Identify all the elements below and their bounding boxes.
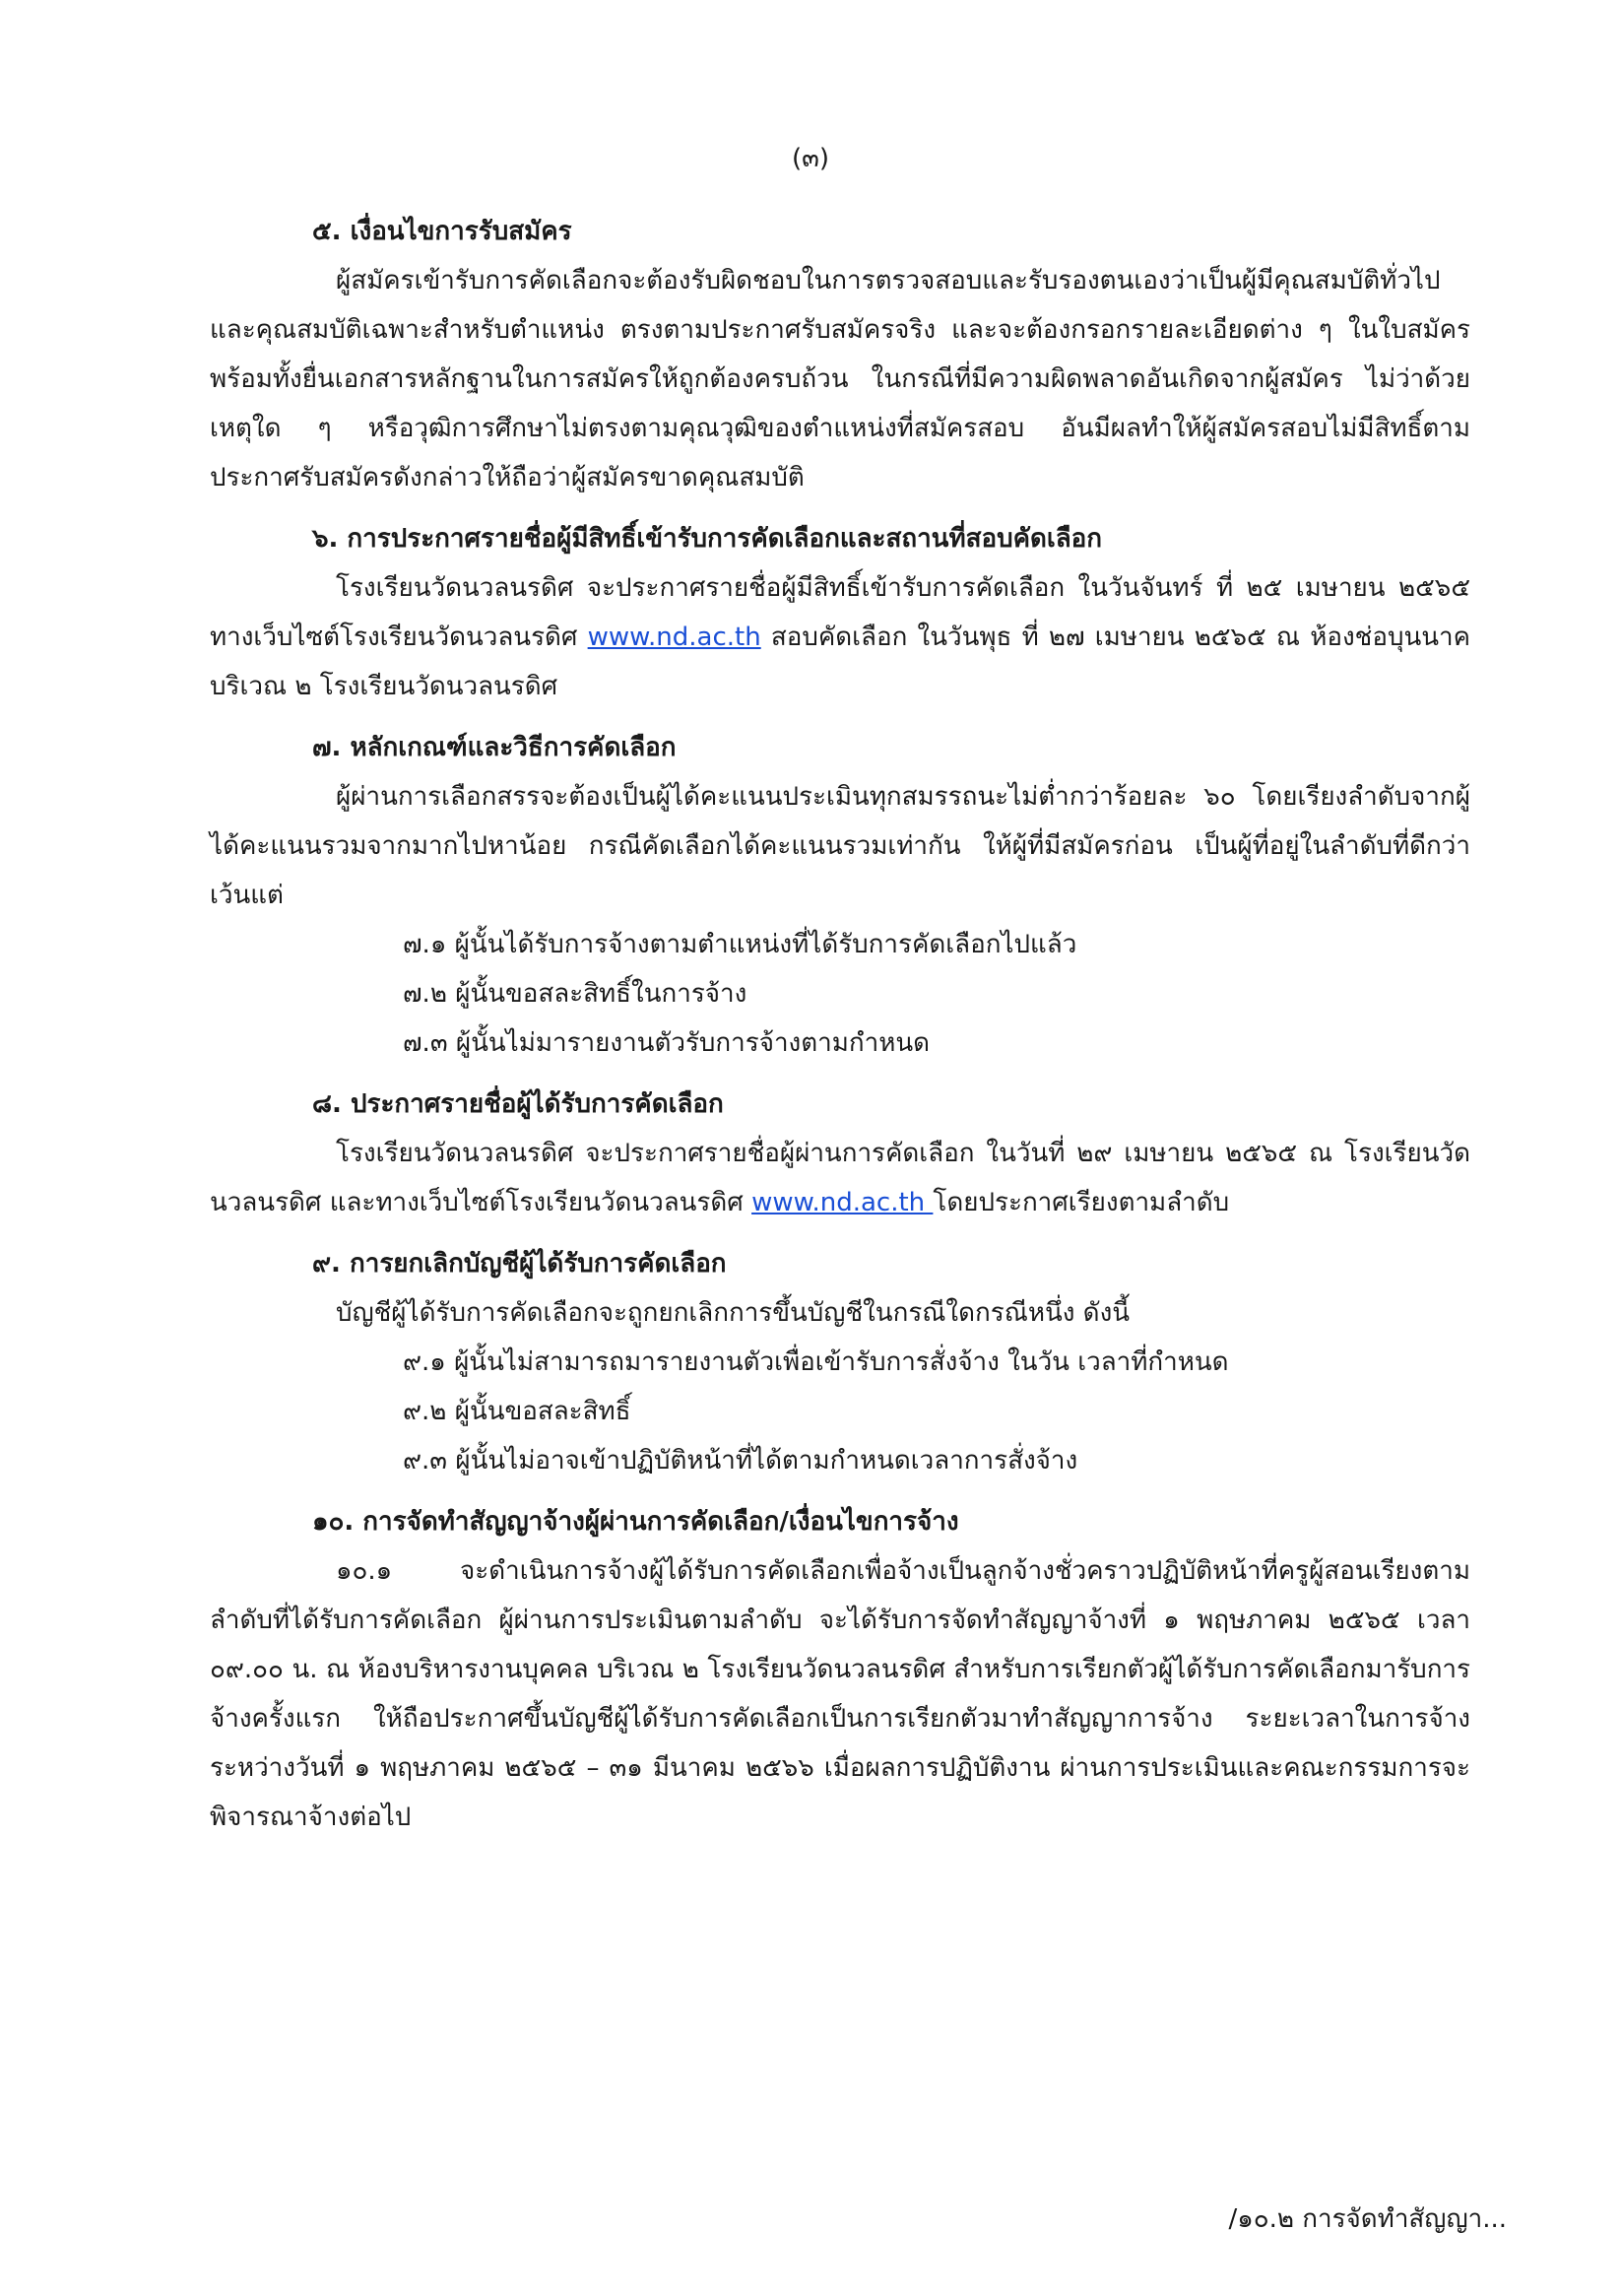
section-5-body: ผู้สมัครเข้ารับการคัดเลือกจะต้องรับผิดชอบในการตรวจสอบและรับรองตนเองว่าเป็นผู้มีคุณสมบัติทั่วไป และคุณสมบัติเฉพาะสำหรับตำแหน่ง ตรงตามประกาศรับสมัครจริง และจะต้องกรอกรายละเอียดต่าง ๆ ในใบสมัคร พร้อมทั้งยื่นเอกสารหลักฐานในการสมัครให้ถูกต้องครบถ้วน ในกรณีที่มีความผิดพลาดอันเกิดจากผู้สมัคร ไม่ว่าด้วยเหตุใด ๆ หรือวุฒิการศึกษาไม่ตรงตามคุณวุฒิของตำแหน่งที่สมัครสอบ อันมีผลทำให้ผู้สมัครสอบไม่มีสิทธิ์ตามประกาศรับสมัครดังกล่าวให้ถือว่าผู้สมัครขาดคุณสมบัติ <box>210 266 1470 492</box>
section-6-body-text: โรงเรียนวัดนวลนรดิศ จะประกาศรายชื่อผู้มีสิทธิ์เข้ารับการคัดเลือก ในวันจันทร์ ที่ ๒๕ เมษายน ๒๕๖๕ ทางเว็บไซต์โรงเรียนวัดนวลนรดิศ <box>210 573 1470 652</box>
section-9 <box>210 1239 1470 1485</box>
section-7-item: ๗.๓ ผู้นั้นไม่มารายงานตัวรับการจ้างตามกำหนด <box>403 1028 931 1058</box>
section-5-heading: ๕. เงื่อนไขการรับสมัคร <box>312 217 572 246</box>
school-website-link[interactable]: www.nd.ac.th <box>587 623 761 652</box>
section-10 <box>210 1497 1470 1842</box>
section-7-heading: ๗. หลักเกณฑ์และวิธีการคัดเลือก <box>312 733 677 762</box>
section-9-item: ๙.๒ ผู้นั้นขอสละสิทธิ์ <box>403 1397 631 1426</box>
section-7 <box>210 723 1470 1068</box>
section-5 <box>210 207 1470 502</box>
section-9-body: บัญชีผู้ได้รับการคัดเลือกจะถูกยกเลิกการขึ้นบัญชีในกรณีใดกรณีหนึ่ง ดังนี้ <box>336 1298 1131 1328</box>
section-8-body <box>210 1129 1470 1227</box>
section-8-body-text: โรงเรียนวัดนวลนรดิศ จะประกาศรายชื่อผู้ผ่านการคัดเลือก ในวันที่ ๒๙ เมษายน ๒๕๖๕ ณ โรงเรียนวัดนวลนรดิศ และทางเว็บไซต์โรงเรียนวัดนวลนรดิศ <box>210 1139 1470 1217</box>
section-6 <box>210 514 1470 711</box>
section-8-heading: ๘. ประกาศรายชื่อผู้ได้รับการคัดเลือก <box>312 1089 724 1119</box>
section-10-body: ๑๐.๑ จะดำเนินการจ้างผู้ได้รับการคัดเลือกเพื่อจ้างเป็นลูกจ้างชั่วคราวปฏิบัติหน้าที่ครูผู้สอนเรียงตามลำดับที่ได้รับการคัดเลือก ผู้ผ่านการประเมินตามลำดับ จะได้รับการจัดทำสัญญาจ้างที่ ๑ พฤษภาคม ๒๕๖๕ เวลา ๐๙.๐๐ น. ณ ห้องบริหารงานบุคคล บริเวณ ๒ โรงเรียนวัดนวลนรดิศ สำหรับการเรียกตัวผู้ได้รับการคัดเลือกมารับการจ้างครั้งแรก ให้ถือประกาศขึ้นบัญชีผู้ได้รับการคัดเลือกเป็นการเรียกตัวมาทำสัญญาการจ้าง ระยะเวลาในการจ้าง ระหว่างวันที่ ๑ พฤษภาคม ๒๕๖๕ – ๓๑ มีนาคม ๒๕๖๖ เมื่อผลการปฏิบัติงาน ผ่านการประเมินและคณะกรรมการจะพิจารณาจ้างต่อไป <box>210 1556 1470 1832</box>
page-number: (๓) <box>791 144 830 173</box>
section-6-heading: ๖. การประกาศรายชื่อผู้มีสิทธิ์เข้ารับการคัดเลือกและสถานที่สอบคัดเลือก <box>312 524 1103 554</box>
document-body <box>210 207 1470 1854</box>
section-7-item: ๗.๑ ผู้นั้นได้รับการจ้างตามตำแหน่งที่ได้รับการคัดเลือกไปแล้ว <box>403 930 1077 959</box>
section-8-body-text-continued: โดยประกาศเรียงตามลำดับ <box>933 1188 1230 1217</box>
school-website-link[interactable]: www.nd.ac.th <box>751 1188 934 1217</box>
section-9-item: ๙.๑ ผู้นั้นไม่สามารถมารายงานตัวเพื่อเข้ารับการสั่งจ้าง ในวัน เวลาที่กำหนด <box>403 1347 1229 1377</box>
section-9-item: ๙.๓ ผู้นั้นไม่อาจเข้าปฏิบัติหน้าที่ได้ตามกำหนดเวลาการสั่งจ้าง <box>403 1446 1078 1476</box>
section-10-heading: ๑๐. การจัดทำสัญญาจ้างผู้ผ่านการคัดเลือก/เงื่อนไขการจ้าง <box>312 1507 959 1537</box>
section-8 <box>210 1080 1470 1227</box>
section-6-body <box>210 563 1470 711</box>
section-6-body-text-continued: สอบคัดเลือก ในวันพุธ ที่ ๒๗ เมษายน ๒๕๖๕ ณ ห้องช่อบุนนาค บริเวณ ๒ โรงเรียนวัดนวลนรดิศ <box>210 623 1470 701</box>
section-7-body: ผู้ผ่านการเลือกสรรจะต้องเป็นผู้ได้คะแนนประเมินทุกสมรรถนะไม่ต่ำกว่าร้อยละ ๖๐ โดยเรียงลำดับจากผู้ได้คะแนนรวมจากมากไปหาน้อย กรณีคัดเลือกได้คะแนนรวมเท่ากัน ให้ผู้ที่มีสมัครก่อน เป็นผู้ที่อยู่ในลำดับที่ดีกว่า เว้นแต่ <box>210 782 1470 910</box>
section-9-heading: ๙. การยกเลิกบัญชีผู้ได้รับการคัดเลือก <box>312 1249 727 1279</box>
section-7-item: ๗.๒ ผู้นั้นขอสละสิทธิ์ในการจ้าง <box>403 979 747 1009</box>
continuation-note: /๑๐.๒ การจัดทำสัญญา... <box>1228 2204 1507 2234</box>
